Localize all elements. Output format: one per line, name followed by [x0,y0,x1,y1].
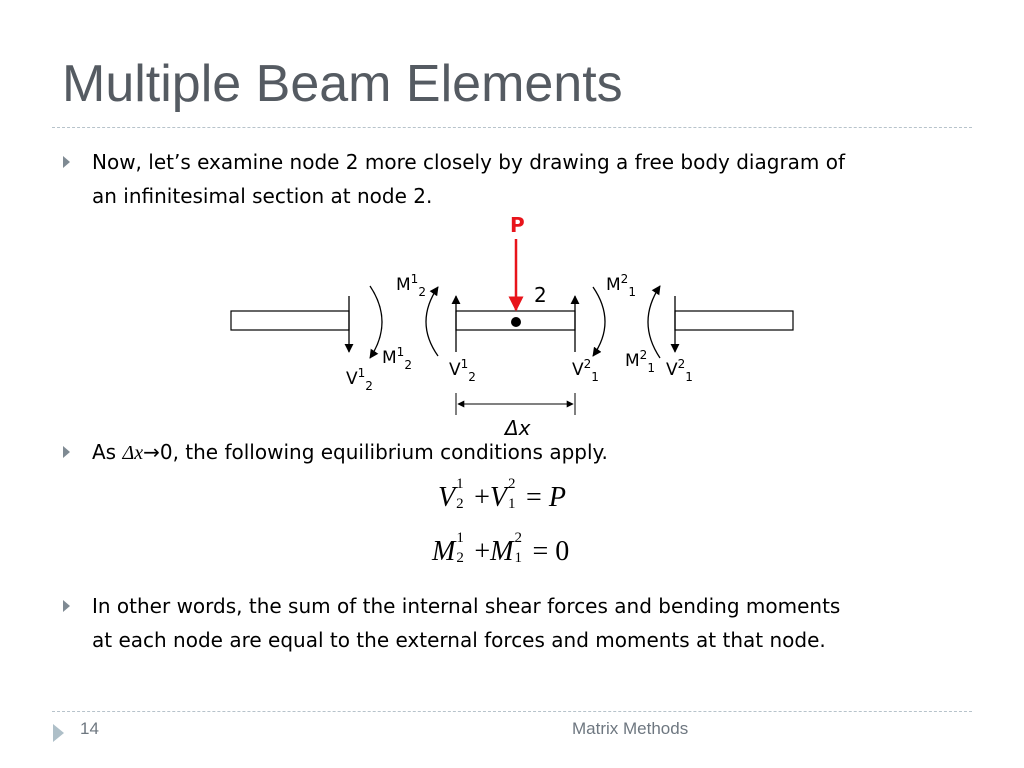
slide-title: Multiple Beam Elements [62,55,623,113]
label-m21-top: $M^2_1$ [606,272,636,299]
label-m12-top: $M^1_2$ [396,272,426,299]
bullet-3 [92,589,972,657]
eq1-term2-sub: 1 [508,496,516,512]
eq2-term2-sub: 1 [514,550,522,566]
label-m21-bottom: $M^2_1$ [625,348,655,375]
footer-arrow-icon [53,724,64,742]
eq1-term2: V [489,482,508,513]
eq1-equals: = [526,482,542,513]
moment-m21-mid-arc [593,287,605,356]
page-number: 14 [80,719,99,738]
bullet-2-delta-x: Δx [122,442,144,464]
right-beam [675,311,793,330]
footer-course-title: Matrix Methods [572,719,689,738]
footer-divider [52,711,972,712]
load-label: P [510,213,525,237]
eq2-term2-sup: 2 [514,530,522,546]
eq2-plus: + [474,536,491,567]
bullet-1-line-1: Now, let’s examine node 2 more closely by drawing a free body diagram of [92,150,846,174]
eq2-equals: = [532,536,549,567]
moment-m12-mid-arc [426,287,438,356]
bullet-2 [92,435,608,470]
moment-m21-right-arc [648,286,660,358]
eq2-term1-sub: 2 [456,550,464,566]
bullet-1-line-2: an infinitesimal section at node 2. [92,184,433,208]
eq2-term1-sup: 1 [456,530,464,546]
eq1-term1: V [438,482,456,513]
equation-shear [438,476,566,514]
bullet-arrow-icon [63,600,70,612]
equation-moment [432,530,570,568]
label-v12-mid: $V^1_2$ [449,357,476,384]
label-v12-left: $V^1_2$ [346,366,373,393]
eq1-term1-sub: 2 [456,496,464,512]
node-label: 2 [534,283,547,307]
eq1-term2-sup: 2 [508,476,516,492]
label-m12-bottom: $M^1_2$ [382,345,412,372]
moment-m12-left-arc [370,286,382,358]
left-beam [231,311,349,330]
node-2-dot [511,317,521,327]
label-v21-mid: $V^2_1$ [572,357,599,384]
eq1-plus: + [474,482,490,513]
eq1-term1-sup: 1 [456,476,464,492]
label-v21-right: $V^2_1$ [666,357,693,384]
bullet-3-line-2: at each node are equal to the external forces and moments at that node. [92,628,826,652]
bullet-arrow-icon [63,446,70,458]
eq2-rhs: 0 [555,536,570,567]
eq1-rhs: P [548,482,566,513]
dx-label: Δx [505,416,531,440]
bullet-2-prefix: As [92,440,123,464]
bullet-3-line-1: In other words, the sum of the internal shear forces and bending moments [92,594,841,618]
eq2-term1: M [432,536,456,567]
bullet-2-rest: →0, the following equilibrium conditions apply. [143,440,608,464]
eq2-term2: M [490,536,514,567]
